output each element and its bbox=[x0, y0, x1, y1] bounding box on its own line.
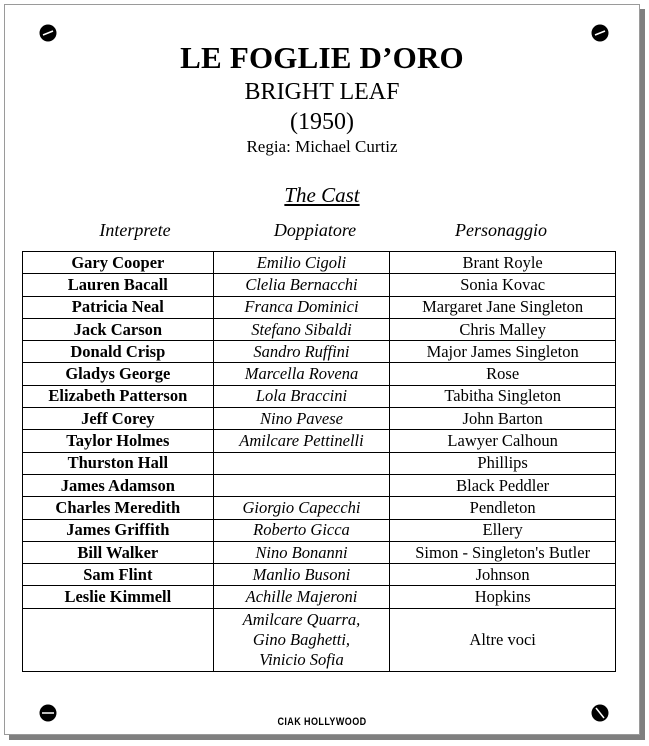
cell-actor: Patricia Neal bbox=[23, 296, 214, 318]
table-row bbox=[23, 252, 616, 274]
cell-dubber: Amilcare Pettinelli bbox=[213, 430, 390, 452]
dubber-line: Gino Baghetti, bbox=[252, 629, 351, 649]
cell-character: Sonia Kovac bbox=[390, 274, 616, 296]
dubber-line: Vinicio Sofia bbox=[259, 649, 344, 669]
cell-character: Chris Malley bbox=[390, 318, 616, 340]
cell-dubber: Achille Majeroni bbox=[213, 586, 390, 608]
cell-character: Margaret Jane Singleton bbox=[390, 296, 616, 318]
cell-dubber: Nino Bonanni bbox=[213, 541, 390, 563]
cell-actor: Gary Cooper bbox=[23, 252, 214, 274]
cell-actor: James Griffith bbox=[23, 519, 214, 541]
table-row bbox=[23, 497, 616, 519]
cell-actor bbox=[23, 608, 214, 671]
cell-actor: Charles Meredith bbox=[23, 497, 214, 519]
cell-dubber: Marcella Rovena bbox=[213, 363, 390, 385]
cell-dubber: Emilio Cigoli bbox=[213, 252, 390, 274]
screw-icon bbox=[591, 704, 609, 722]
cell-dubber: Franca Dominici bbox=[213, 296, 390, 318]
cell-character: Altre voci bbox=[390, 608, 616, 671]
table-row bbox=[23, 474, 616, 496]
cell-character: Rose bbox=[390, 363, 616, 385]
column-header-character: Personaggio bbox=[455, 220, 547, 240]
table-row bbox=[23, 541, 616, 563]
cell-dubber: Lola Braccini bbox=[213, 385, 390, 407]
cell-dubber bbox=[213, 608, 390, 671]
cell-character: Ellery bbox=[390, 519, 616, 541]
table-row bbox=[23, 318, 616, 340]
table-row bbox=[23, 608, 616, 671]
column-header-dubber: Doppiatore bbox=[273, 220, 357, 240]
cell-actor: Jack Carson bbox=[23, 318, 214, 340]
cell-actor: Jeff Corey bbox=[23, 408, 214, 430]
table-row bbox=[23, 296, 616, 318]
cell-actor: James Adamson bbox=[23, 474, 214, 496]
table-row bbox=[23, 363, 616, 385]
screw-icon bbox=[39, 704, 57, 722]
cell-actor: Taylor Holmes bbox=[23, 430, 214, 452]
ciak-hollywood-logo: CIAK HOLLYWOOD bbox=[277, 716, 367, 728]
cast-table bbox=[22, 251, 616, 672]
cast-heading: The Cast bbox=[284, 183, 360, 207]
cell-actor: Gladys George bbox=[23, 363, 214, 385]
cell-dubber: Stefano Sibaldi bbox=[213, 318, 390, 340]
cell-character: Hopkins bbox=[390, 586, 616, 608]
director-credit: Regia: Michael Curtiz bbox=[246, 137, 398, 156]
cell-actor: Leslie Kimmell bbox=[23, 586, 214, 608]
cell-dubber: Sandro Ruffini bbox=[213, 341, 390, 363]
cell-actor: Sam Flint bbox=[23, 564, 214, 586]
cell-actor: Thurston Hall bbox=[23, 452, 214, 474]
cell-character: Johnson bbox=[390, 564, 616, 586]
table-row bbox=[23, 341, 616, 363]
column-header-actor: Interprete bbox=[99, 220, 171, 240]
english-title: BRIGHT LEAF bbox=[244, 79, 400, 105]
cell-dubber: Manlio Busoni bbox=[213, 564, 390, 586]
table-row bbox=[23, 408, 616, 430]
cell-actor: Bill Walker bbox=[23, 541, 214, 563]
release-year: (1950) bbox=[290, 109, 354, 135]
cell-character: Brant Royle bbox=[390, 252, 616, 274]
table-row bbox=[23, 519, 616, 541]
cell-character: John Barton bbox=[390, 408, 616, 430]
table-row bbox=[23, 564, 616, 586]
cell-character: Lawyer Calhoun bbox=[390, 430, 616, 452]
cell-actor: Lauren Bacall bbox=[23, 274, 214, 296]
cell-character: Phillips bbox=[390, 452, 616, 474]
cell-character: Tabitha Singleton bbox=[390, 385, 616, 407]
cell-dubber: Nino Pavese bbox=[213, 408, 390, 430]
table-row bbox=[23, 452, 616, 474]
page-title: LE FOGLIE D’ORO bbox=[180, 40, 464, 75]
cell-dubber bbox=[213, 452, 390, 474]
cell-actor: Elizabeth Patterson bbox=[23, 385, 214, 407]
table-row bbox=[23, 274, 616, 296]
cell-dubber: Clelia Bernacchi bbox=[213, 274, 390, 296]
cell-character: Major James Singleton bbox=[390, 341, 616, 363]
cell-dubber: Roberto Gicca bbox=[213, 519, 390, 541]
cell-actor: Donald Crisp bbox=[23, 341, 214, 363]
cell-character: Pendleton bbox=[390, 497, 616, 519]
cell-character: Simon - Singleton's Butler bbox=[390, 541, 616, 563]
cell-dubber: Giorgio Capecchi bbox=[213, 497, 390, 519]
cell-dubber bbox=[213, 474, 390, 496]
table-row bbox=[23, 430, 616, 452]
plaque bbox=[4, 4, 640, 735]
cell-character: Black Peddler bbox=[390, 474, 616, 496]
dubber-line: Amilcare Quarra, bbox=[242, 609, 361, 629]
table-row bbox=[23, 586, 616, 608]
table-row bbox=[23, 385, 616, 407]
